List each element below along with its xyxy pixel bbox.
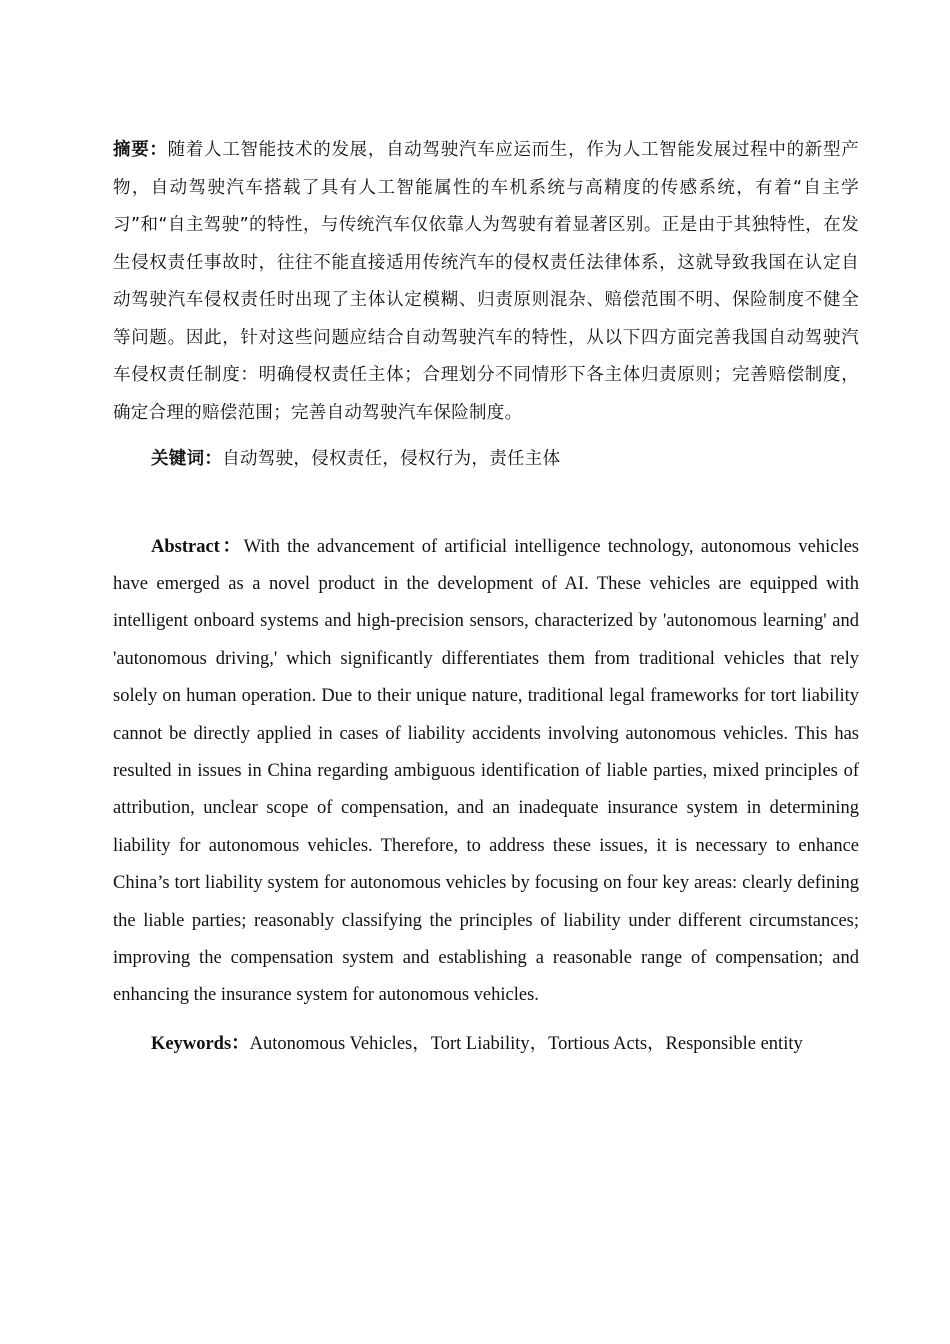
english-abstract-text: With the advancement of artificial intelligence technology, autonomous vehicles have emerged as a novel product in the development of AI. These vehicles are equipped with intelligent onboard systems and high-precision sensors, characterized by 'autonomous learning' and 'autonomous driving,' which significantly differentiates them from traditional vehicles that rely solely on human operation. Due to their unique nature, traditional legal frameworks for tort liability cannot be directly applied in cases of liability accidents involving autonomous vehicles. This has resulted in issues in China regarding ambiguous identification of liable parties, mixed principles of attribution, unclear scope of compensation, and an inadequate insurance system in determining liability for autonomous vehicles. Therefore, to address these issues, it is necessary to enhance China’s tort liability system for autonomous vehicles by focusing on four key areas: clearly defining the liable parties; reasonably classifying the principles of liability under different circumstances; improving the compensation system and establishing a reasonable range of compensation; and enhancing the insurance system for autonomous vehicles. [113,536,859,1006]
chinese-abstract-text: 随着人工智能技术的发展，自动驾驶汽车应运而生，作为人工智能发展过程中的新型产物，自动驾驶汽车搭载了具有人工智能属性的车机系统与高精度的传感系统，有着“自主学习”和“自主驾驶”的特性，与传统汽车仅依靠人为驾驶有着显著区别。正是由于其独特性，在发生侵权责任事故时，往往不能直接适用传统汽车的侵权责任法律体系，这就导致我国在认定自动驾驶汽车侵权责任时出现了主体认定模糊、归责原则混杂、赔偿范围不明、保险制度不健全等问题。因此，针对这些问题应结合自动驾驶汽车的特性，从以下四方面完善我国自动驾驶汽车侵权责任制度：明确侵权责任主体；合理划分不同情形下各主体归责原则；完善赔偿制度，确定合理的赔偿范围；完善自动驾驶汽车保险制度。 [113,140,859,423]
chinese-abstract-paragraph [113,132,859,432]
english-keywords-label: Keywords： [151,1033,250,1054]
english-abstract-paragraph [113,529,859,1015]
chinese-abstract-label: 摘要： [113,140,168,160]
chinese-keywords-label: 关键词： [151,449,223,469]
english-keywords-paragraph [113,1026,859,1063]
abstract-page [113,132,859,1063]
english-abstract-label: Abstract： [151,536,244,557]
chinese-keywords-text: 自动驾驶，侵权责任，侵权行为，责任主体 [222,449,561,469]
english-keywords-text: Autonomous Vehicles，Tort Liability，Tortious Acts，Responsible entity [249,1033,803,1054]
chinese-keywords-paragraph [113,441,859,479]
